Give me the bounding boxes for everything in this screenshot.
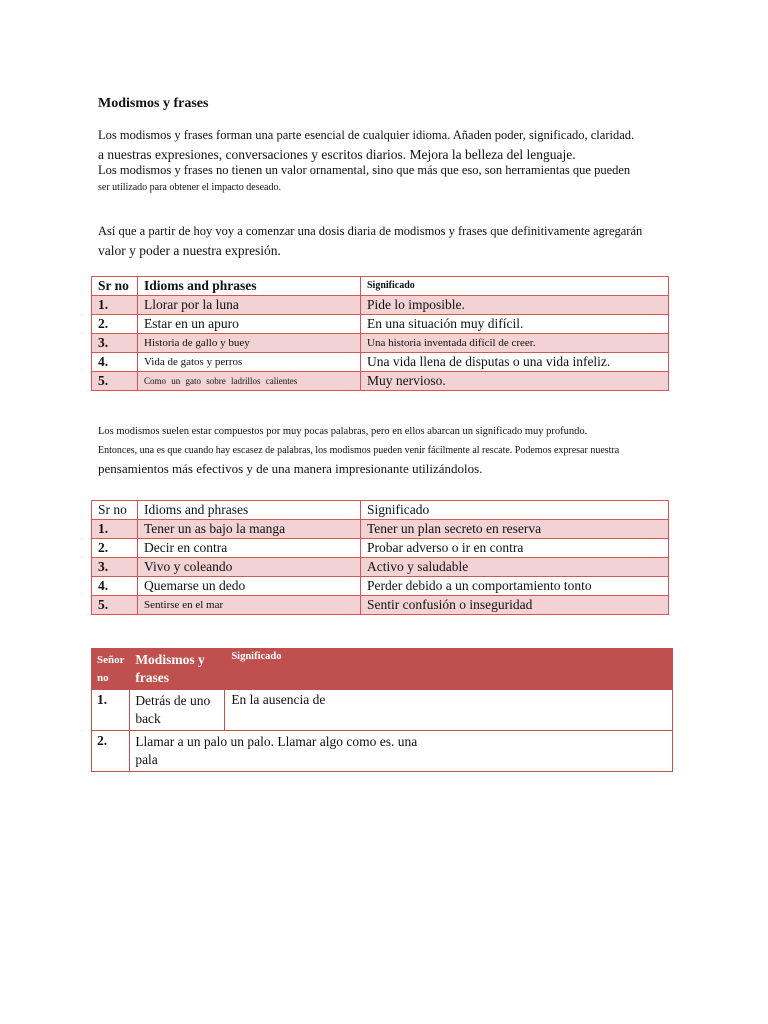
table-header-row: [92, 649, 673, 690]
intro-paragraph: [98, 128, 698, 194]
idiom-text: Llamar a un palo un palo. Llamar algo como es. una pala: [135, 734, 418, 767]
idioms-table-1: [91, 276, 669, 391]
table-row: [92, 558, 669, 577]
idiom-cell: Estar en un apuro: [138, 315, 361, 334]
meaning-cell: Perder debido a un comportamiento tonto: [361, 577, 669, 596]
table-row: [92, 596, 669, 615]
header-sr-no: Sr no: [92, 277, 138, 296]
meaning-cell: Tener un plan secreto en reserva: [361, 520, 669, 539]
table-row: [92, 520, 669, 539]
meaning-cell: Activo y saludable: [361, 558, 669, 577]
idioms-table-2: [91, 500, 669, 615]
meaning-cell: En una situación muy difícil.: [361, 315, 669, 334]
table-row: [92, 334, 669, 353]
idiom-cell: Decir en contra: [138, 539, 361, 558]
intro-line-3: Los modismos y frases no tienen un valor ornamental, sino que más que eso, son herramientas que pueden: [98, 163, 631, 178]
para3-line-1: Los modismos suelen estar compuestos por muy pocas palabras, pero en ellos abarcan un significado muy profundo.: [98, 426, 588, 437]
third-paragraph: [98, 426, 698, 476]
table-row: [92, 315, 669, 334]
table-row: [92, 372, 669, 391]
idiom-cell: [130, 731, 673, 772]
idiom-cell: Llorar por la luna: [138, 296, 361, 315]
table-row: [92, 539, 669, 558]
para2-line-1: Así que a partir de hoy voy a comenzar una dosis diaria de modismos y frases que definitivamente agregarán: [98, 224, 643, 238]
intro-line-4: ser utilizado para obtener el impacto deseado.: [98, 182, 281, 194]
para3-line-2: Entonces, una es que cuando hay escasez de palabras, los modismos pueden venir fácilmente al rescate. Podemos expresar nuestra: [98, 444, 620, 456]
header-senor-no: Señor no: [92, 649, 130, 690]
meaning-cell: En la ausencia de: [225, 690, 673, 731]
para2-line-2: valor y poder a nuestra expresión.: [98, 243, 281, 258]
idiom-cell: Como un gato sobre ladrillos calientes: [138, 372, 361, 391]
row-number: 1.: [92, 690, 130, 731]
meaning-cell: Pide lo imposible.: [361, 296, 669, 315]
row-number: 2.: [92, 539, 138, 558]
row-number: 2.: [92, 731, 130, 772]
meaning-cell: Sentir confusión o inseguridad: [361, 596, 669, 615]
table-header-row: [92, 501, 669, 520]
page-title: Modismos y frases: [98, 96, 209, 111]
second-paragraph: [98, 224, 698, 259]
header-significado: Significado: [361, 277, 669, 296]
idiom-cell: Vivo y coleando: [138, 558, 361, 577]
idiom-cell: Historia de gallo y buey: [138, 334, 361, 353]
row-number: 1.: [92, 296, 138, 315]
header-sr-no: Sr no: [92, 501, 138, 520]
row-number: 2.: [92, 315, 138, 334]
row-number: 4.: [92, 577, 138, 596]
header-significado: Significado: [225, 649, 673, 690]
para3-line-3: pensamientos más efectivos y de una manera impresionante utilizándolos.: [98, 460, 483, 476]
header-significado: Significado: [361, 501, 669, 520]
idiom-cell: Quemarse un dedo: [138, 577, 361, 596]
intro-line-1: Los modismos y frases forman una parte esencial de cualquier idioma. Añaden poder, significado, claridad.: [98, 128, 635, 142]
row-number: 5.: [92, 596, 138, 615]
meaning-cell: Una historia inventada difícil de creer.: [361, 334, 669, 353]
table-row: [92, 731, 673, 772]
header-idioms: Idioms and phrases: [138, 501, 361, 520]
header-modismos: Modismos y frases: [130, 649, 225, 690]
meaning-cell: Una vida llena de disputas o una vida infeliz.: [361, 353, 669, 372]
idioms-table-3: [91, 648, 673, 772]
row-number: 3.: [92, 558, 138, 577]
table-header-row: [92, 277, 669, 296]
table-row: [92, 296, 669, 315]
header-idioms: Idioms and phrases: [138, 277, 361, 296]
row-number: 1.: [92, 520, 138, 539]
idiom-cell: Detrás de uno back: [130, 690, 225, 731]
meaning-cell: Muy nervioso.: [361, 372, 669, 391]
table-row: [92, 577, 669, 596]
meaning-cell: Probar adverso o ir en contra: [361, 539, 669, 558]
row-number: 3.: [92, 334, 138, 353]
row-number: 4.: [92, 353, 138, 372]
row-number: 5.: [92, 372, 138, 391]
intro-line-2: a nuestras expresiones, conversaciones y escritos diarios. Mejora la belleza del lenguaje.: [98, 147, 576, 162]
table-row: [92, 690, 673, 731]
table-row: [92, 353, 669, 372]
idiom-cell: Vida de gatos y perros: [138, 353, 361, 372]
idiom-cell: Tener un as bajo la manga: [138, 520, 361, 539]
idiom-cell: Sentirse en el mar: [138, 596, 361, 615]
